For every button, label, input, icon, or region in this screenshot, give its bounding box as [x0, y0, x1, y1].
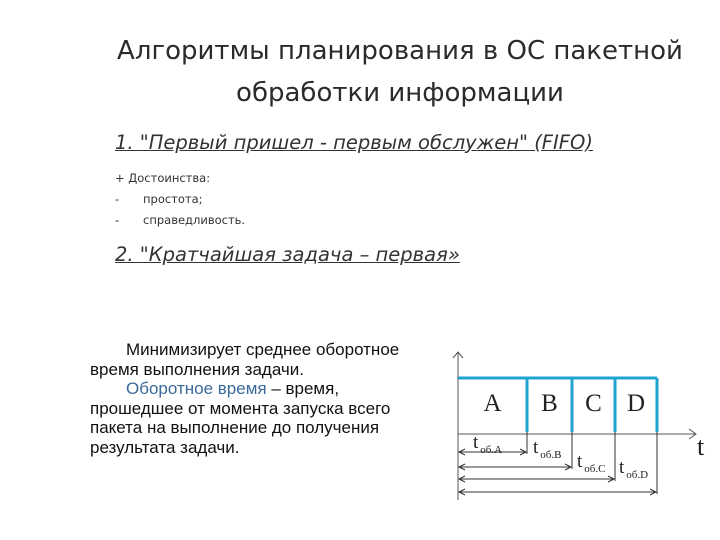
axis-label-t: t: [697, 432, 705, 461]
task-block-label: A: [483, 390, 502, 417]
advantage-text: простота;: [143, 192, 203, 206]
fifo-timeline-diagram: [445, 340, 715, 505]
turnaround-label: t $_{об.C}$: [577, 451, 606, 475]
description-text: [90, 340, 420, 457]
fifo-heading: 1. "Первый пришел - первым обслужен" (FIFO): [115, 131, 593, 154]
task-block-label: D: [626, 390, 646, 417]
sjf-heading: 2. "Кратчайшая задача – первая»: [115, 243, 460, 266]
turnaround-term: Оборотное время: [126, 379, 267, 398]
advantage-item: [115, 210, 435, 231]
slide-title: [100, 30, 700, 114]
bullet-dash: -: [115, 192, 120, 206]
turnaround-label: t $_{об.D}$: [619, 457, 649, 481]
bullet-dash: -: [115, 213, 120, 227]
title-line-2: обработки информации: [236, 78, 564, 108]
turnaround-label: t $_{об.B}$: [533, 437, 562, 461]
advantages-list: [115, 168, 435, 231]
task-block-label: C: [585, 390, 602, 417]
description-paragraph-2: – время, прошедшее от момента запуска всего пакета на выполнение до получения результата задачи.: [90, 379, 391, 457]
title-line-1: Алгоритмы планирования в ОС пакетной: [117, 36, 683, 66]
advantages-title: + Достоинства:: [115, 171, 211, 185]
advantage-item: [115, 189, 435, 210]
turnaround-label: t $_{об.А}$: [473, 432, 503, 456]
description-paragraph-1: Минимизирует среднее оборотное время выполнения задачи.: [90, 340, 400, 379]
advantage-text: справедливость.: [143, 213, 246, 227]
task-block-label: B: [541, 390, 558, 417]
